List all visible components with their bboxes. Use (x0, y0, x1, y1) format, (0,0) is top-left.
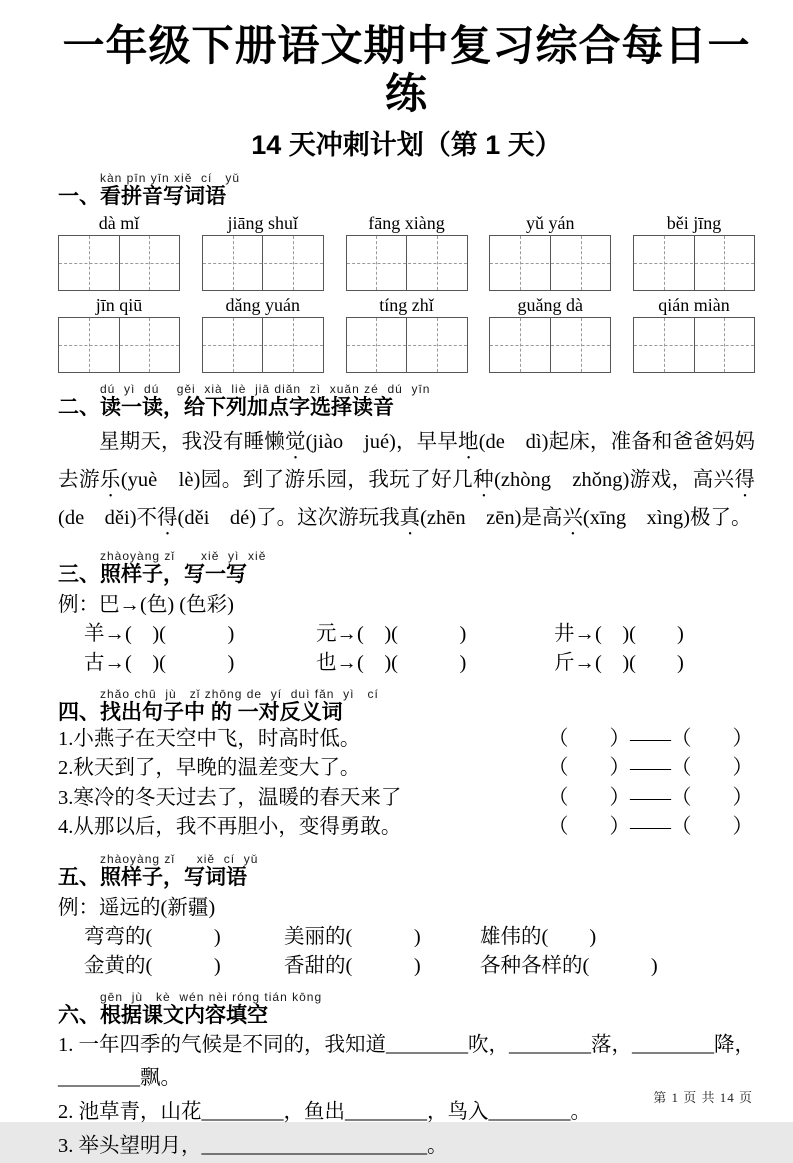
word-build-item: 古→( )( ) (84, 651, 235, 674)
tianzige-midline (490, 263, 610, 264)
example-line: 例：遥远的(新疆) (58, 896, 216, 919)
phrase-row (58, 923, 755, 952)
answer-blanks: （ ）——（ ） (548, 727, 753, 750)
section-1-heading (58, 172, 755, 209)
pinyin-label: tíng zhǐ (379, 294, 434, 315)
section-title: 根据课文内容填空 (100, 1003, 268, 1027)
reading-paragraph: 星期天，我没有睡懒觉(jiào jué)，早早地(de dì)起床，准备和爸爸妈妈去游乐(yuè lè)园。到了游乐园，我玩了好几种(zhòng zhǒng)游戏，高兴得(de děi)不得(děi dé)了。这次游玩我真(zhēn zēn)是高兴(xīng xìng)极了。 (58, 430, 756, 529)
word-build-row (58, 649, 755, 678)
pinyin-word-group (489, 211, 611, 291)
antonym-item (58, 784, 755, 814)
section-6-heading (58, 991, 755, 1028)
tianzige-midline (347, 345, 467, 346)
pinyin-label: dǎng yuán (225, 294, 300, 315)
tianzige-midline (203, 263, 323, 264)
antonym-sentence: 4.从那以后，我不再胆小，变得勇敢。 (58, 816, 402, 839)
word-build-item: 井→( )( ) (554, 622, 684, 645)
section-pinyin: kàn pīn yīn xiě cí yǔ (100, 170, 241, 185)
answer-blanks: （ ）——（ ） (548, 786, 753, 809)
word-build-item: 也→( )( ) (316, 651, 467, 674)
section-pinyin: zhǎo chū jù zǐ zhōng de yí duì fǎn yì cí (100, 686, 379, 701)
pinyin-word-group (202, 293, 324, 373)
section-5-heading (58, 853, 755, 890)
tianzige-box (346, 235, 468, 291)
fill-blank-item: 3. 举头望明月，______________________。 (58, 1134, 448, 1157)
answer-blanks: （ ）——（ ） (548, 757, 753, 780)
section-number: 二、 (58, 395, 100, 419)
word-build-row (58, 620, 755, 649)
emphasized-char: 得 (734, 468, 756, 491)
emphasized-char: 乐 (99, 468, 121, 491)
tianzige-midline (634, 263, 754, 264)
tianzige-midline (347, 263, 467, 264)
emphasized-char: 地 (458, 430, 479, 453)
section-pinyin: zhàoyàng zǐ xiě cí yǔ (100, 851, 259, 866)
phrase-item: 弯弯的( ) (84, 925, 221, 948)
antonym-item (58, 725, 755, 755)
tianzige-box (489, 317, 611, 373)
word-build-item: 元→( )( ) (316, 622, 467, 645)
phrase-item: 雄伟的( ) (480, 925, 597, 948)
word-build-item: 羊→( )( ) (84, 622, 235, 645)
pinyin-word-group (346, 293, 468, 373)
pinyin-label: yǔ yán (526, 212, 575, 233)
pinyin-label: qián miàn (658, 294, 730, 315)
pinyin-label: jīn qiū (95, 294, 143, 315)
pinyin-grid-row-2 (58, 293, 755, 373)
tianzige-box (346, 317, 468, 373)
page-title: 一年级下册语文期中复习综合每日一练 (62, 22, 751, 118)
tianzige-midline (203, 345, 323, 346)
pinyin-word-group (58, 293, 180, 373)
section-title: 照样子，写一写 (100, 562, 247, 586)
section-pinyin: dú yì dú gěi xià liè jiā diǎn zì xuǎn zé dú yīn (100, 381, 431, 396)
section-title: 找出句子中 的 一对反义词 (100, 700, 343, 724)
section-number: 六、 (58, 1003, 100, 1027)
tianzige-box (58, 317, 180, 373)
section-number: 五、 (58, 865, 100, 889)
pinyin-word-group (633, 293, 755, 373)
tianzige-midline (490, 345, 610, 346)
tianzige-box (489, 235, 611, 291)
section-pinyin: gēn jù kè wén nèi róng tián kōng (100, 989, 323, 1004)
section-title: 照样子，写词语 (100, 865, 247, 889)
tianzige-box (633, 235, 755, 291)
pinyin-word-group (489, 293, 611, 373)
pinyin-label: dà mǐ (98, 212, 140, 233)
phrase-row (58, 952, 755, 981)
antonym-sentence: 1.小燕子在天空中飞，时高时低。 (58, 727, 361, 750)
page-subtitle: 14 天冲刺计划（第 1 天） (251, 129, 562, 160)
section-3-heading (58, 550, 755, 587)
antonym-sentence: 3.寒冷的冬天过去了，温暖的春天来了 (58, 786, 402, 809)
pinyin-label: běi jīng (666, 212, 722, 233)
section-title: 看拼音写词语 (100, 184, 226, 208)
section-title: 读一读，给下列加点字选择读音 (100, 395, 394, 419)
section-pinyin: zhàoyàng zǐ xiě yì xiě (100, 548, 267, 563)
pinyin-word-group (633, 211, 755, 291)
pinyin-label: jiāng shuǐ (227, 212, 298, 233)
emphasized-char: 种 (473, 468, 495, 491)
pinyin-word-group (58, 211, 180, 291)
pinyin-word-group (346, 211, 468, 291)
section-2-heading (58, 383, 755, 420)
phrase-item: 各种各样的( ) (480, 954, 658, 977)
page-number-indicator: 第 1 页 共 14 页 (653, 1090, 753, 1105)
pinyin-label: fāng xiàng (368, 212, 445, 233)
tianzige-box (58, 235, 180, 291)
tianzige-box (202, 235, 324, 291)
fill-blank-item: 1. 一年四季的气候是不同的，我知道________吹，________落，________降，________飘。 (58, 1033, 755, 1089)
phrase-item: 香甜的( ) (284, 954, 421, 977)
emphasized-char: 觉 (284, 430, 306, 453)
tianzige-box (633, 317, 755, 373)
word-build-item: 斤→( )( ) (554, 651, 684, 674)
section-number: 四、 (58, 700, 100, 724)
section-4-heading (58, 688, 755, 725)
tianzige-box (202, 317, 324, 373)
phrase-item: 美丽的( ) (284, 925, 421, 948)
antonym-item (58, 754, 755, 784)
section-number: 一、 (58, 184, 100, 208)
tianzige-midline (634, 345, 754, 346)
pinyin-word-group (202, 211, 324, 291)
tianzige-midline (59, 345, 179, 346)
fill-blank-item: 2. 池草青，山花________，鱼出________，鸟入________。 (58, 1100, 591, 1123)
emphasized-char: 兴 (562, 506, 583, 529)
pinyin-grid-row-1 (58, 211, 755, 291)
answer-blanks: （ ）——（ ） (548, 816, 753, 839)
section-number: 三、 (58, 562, 100, 586)
pinyin-label: guǎng dà (517, 294, 583, 315)
emphasized-char: 得 (157, 506, 178, 529)
phrase-item: 金黄的( ) (84, 954, 221, 977)
emphasized-char: 真 (399, 506, 421, 529)
tianzige-midline (59, 263, 179, 264)
antonym-item (58, 813, 755, 843)
antonym-sentence: 2.秋天到了，早晚的温差变大了。 (58, 757, 361, 780)
example-line: 例：巴→(色) (色彩) (58, 593, 234, 616)
